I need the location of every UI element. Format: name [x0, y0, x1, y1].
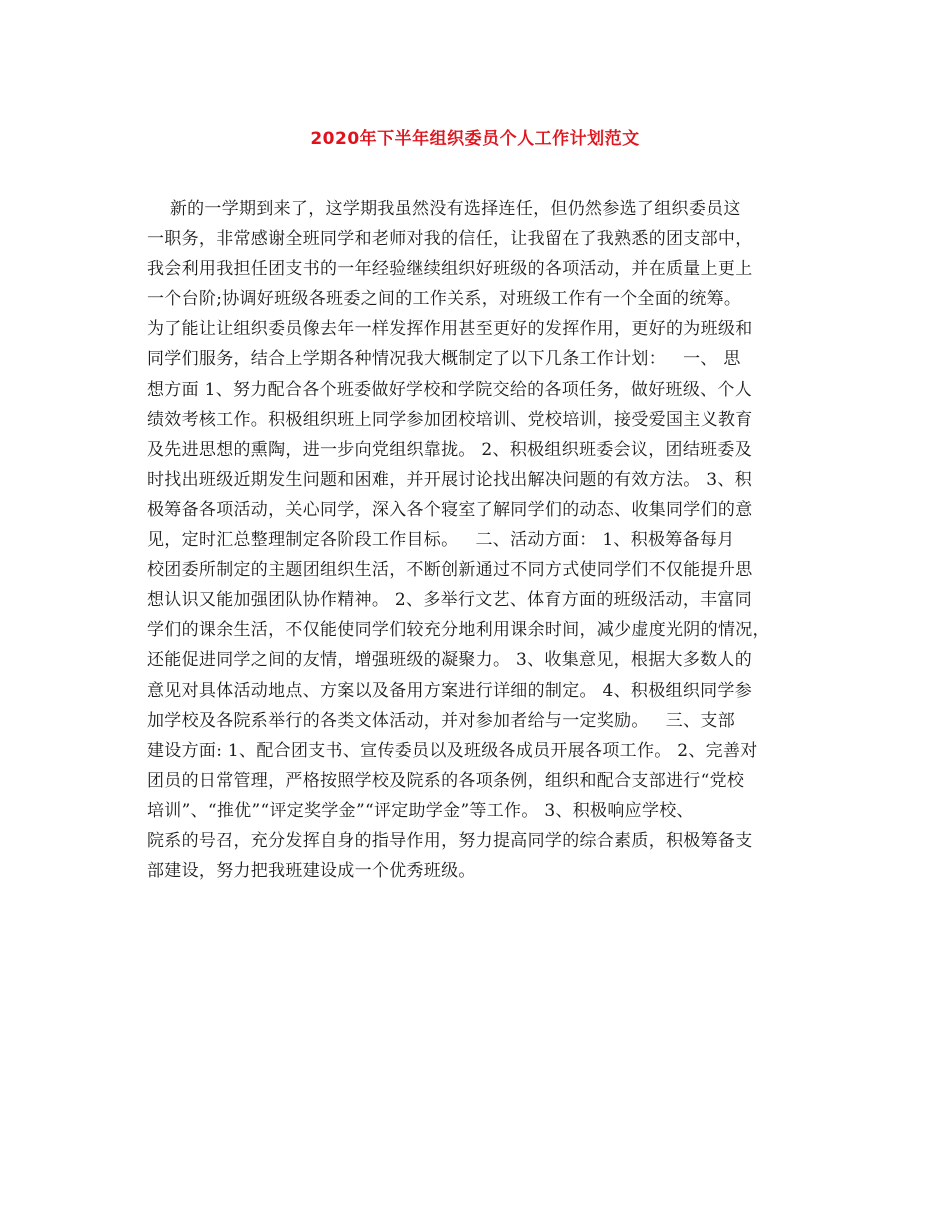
body-text-line: 建设方面: 1、配合团支书、宣传委员以及班级各成员开展各项工作。 2、完善对: [147, 740, 758, 761]
body-text-line: 培训”、“推优”“评定奖学金”“评定助学金”等工作。 3、积极响应学校、: [147, 800, 694, 821]
body-text-line: 同学们服务，结合上学期各种情况我大概制定了以下几条工作计划： 一、 思: [147, 349, 741, 370]
body-text-line: 一职务，非常感谢全班同学和老师对我的信任，让我留在了我熟悉的团支部中，: [147, 229, 753, 250]
body-text-line: 意见对具体活动地点、方案以及备用方案进行详细的制定。 4、积极组织同学参: [147, 680, 753, 701]
document-body: [147, 194, 809, 886]
document-title: 2020年下半年组织委员个人工作计划范文: [310, 129, 640, 149]
body-text-line: 见，定时汇总整理制定各阶段工作目标。 二、活动方面： 1、积极筹备每月: [147, 530, 735, 551]
body-text-line: 及先进思想的熏陶，进一步向党组织靠拢。 2、积极组织班委会议，团结班委及: [147, 439, 753, 460]
body-text-line: 为了能让让组织委员像去年一样发挥作用甚至更好的发挥作用，更好的为班级和: [147, 319, 753, 340]
body-text-line: 一个台阶;协调好班级各班委之间的工作关系，对班级工作有一个全面的统筹。: [147, 289, 742, 310]
body-text-line: 想认识又能加强团队协作精神。 2、多举行文艺、体育方面的班级活动，丰富同: [147, 590, 753, 611]
body-text-line: 新的一学期到来了，这学期我虽然没有选择连任，但仍然参选了组织委员这: [147, 199, 741, 219]
body-text-line: 学们的课余生活，不仅能使同学们较充分地利用课余时间，减少虚度光阴的情况，: [147, 620, 770, 641]
body-text-line: 时找出班级近期发生问题和困难，并开展讨论找出解决问题的有效方法。 3、积: [147, 469, 753, 490]
body-text-line: 绩效考核工作。积极组织班上同学参加团校培训、党校培训，接受爱国主义教育: [147, 409, 753, 430]
body-text-line: 我会利用我担任团支书的一年经验继续组织好班级的各项活动，并在质量上更上: [147, 259, 753, 280]
body-text-line: 极筹备各项活动，关心同学，深入各个寝室了解同学们的动态、收集同学们的意: [147, 499, 753, 520]
body-text-line: 院系的号召，充分发挥自身的指导作用，努力提高同学的综合素质，积极筹备支: [147, 830, 753, 851]
body-text-line: 想方面 1、努力配合各个班委做好学校和学院交给的各项任务，做好班级、个人: [147, 379, 753, 400]
body-text-line: 还能促进同学之间的友情，增强班级的凝聚力。 3、收集意见，根据大多数人的: [147, 650, 753, 671]
body-text-line: 部建设，努力把我班建设成一个优秀班级。: [147, 861, 476, 882]
body-text-line: 校团委所制定的主题团组织生活，不断创新通过不同方式使同学们不仅能提升思: [147, 560, 753, 581]
body-text-line: 团员的日常管理，严格按照学校及院系的各项条例，组织和配合支部进行“党校: [147, 770, 745, 791]
body-text-line: 加学校及各院系举行的各类文体活动，并对参加者给与一定奖励。 三、支部: [147, 710, 736, 731]
